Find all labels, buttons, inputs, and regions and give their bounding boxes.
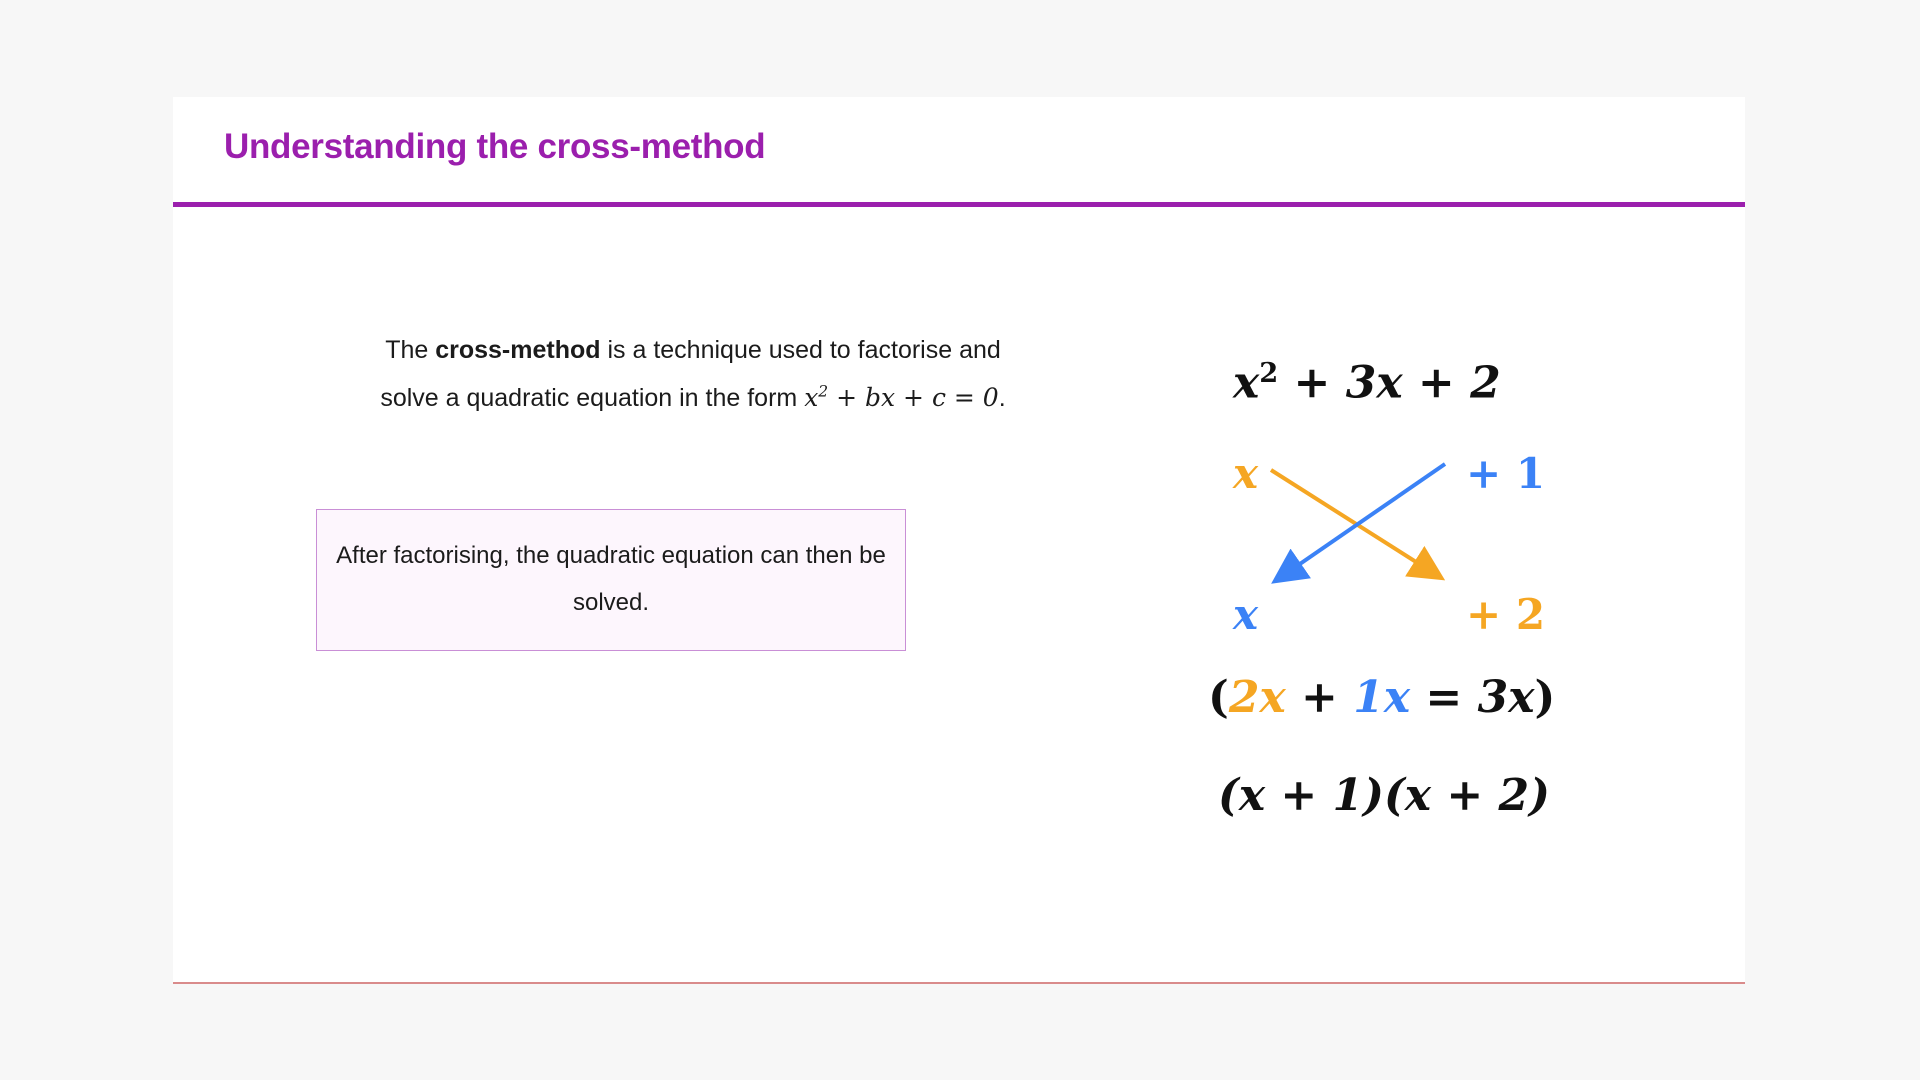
intro-period: . <box>998 384 1006 412</box>
callout-text: After factorising, the quadratic equation can then be solved. <box>336 542 886 616</box>
sum-close-paren: ) <box>1534 672 1556 723</box>
callout-box <box>316 509 906 651</box>
math-column <box>1208 297 1683 821</box>
cross-arrows-diagram <box>1223 437 1553 617</box>
formula-rest: + bx + c = 0 <box>828 383 999 412</box>
quadratic-expression <box>1233 357 1501 409</box>
inline-formula <box>804 383 999 412</box>
arrow-blue <box>1281 464 1445 577</box>
expr-x: x <box>1233 357 1260 409</box>
cross-sum-expression <box>1208 672 1555 723</box>
formula-exponent: 2 <box>818 382 829 401</box>
intro-text-bold: cross-method <box>435 336 601 364</box>
intro-text-part1: The <box>385 336 436 364</box>
cross-term-bottom-right: + 2 <box>1466 590 1546 639</box>
sum-result: 3x <box>1477 672 1535 723</box>
title-divider <box>173 202 1745 207</box>
slide-card <box>173 97 1745 984</box>
sum-orange-term: 2x <box>1228 672 1286 723</box>
sum-open-paren: ( <box>1208 672 1229 723</box>
sum-plus: + <box>1285 672 1354 723</box>
cross-term-bottom-left: x <box>1233 590 1259 639</box>
left-column <box>373 327 1013 422</box>
page-title: Understanding the cross-method <box>224 127 766 166</box>
formula-x: x <box>804 383 819 412</box>
expr-rest: + 3x + 2 <box>1278 357 1501 409</box>
sum-equals: = <box>1410 672 1478 723</box>
cross-term-top-left: x <box>1233 449 1259 498</box>
factored-text: (x + 1)(x + 2) <box>1218 770 1550 821</box>
sum-blue-term: 1x <box>1353 672 1411 723</box>
intro-text-part2: is a technique used to factorise and solve a quadratic equation in the form <box>380 336 1001 412</box>
expr-exponent: 2 <box>1259 357 1279 389</box>
slide-bottom-divider <box>173 982 1745 984</box>
factored-expression <box>1218 770 1550 821</box>
cross-term-top-right: + 1 <box>1466 449 1546 498</box>
intro-paragraph <box>373 327 1013 422</box>
